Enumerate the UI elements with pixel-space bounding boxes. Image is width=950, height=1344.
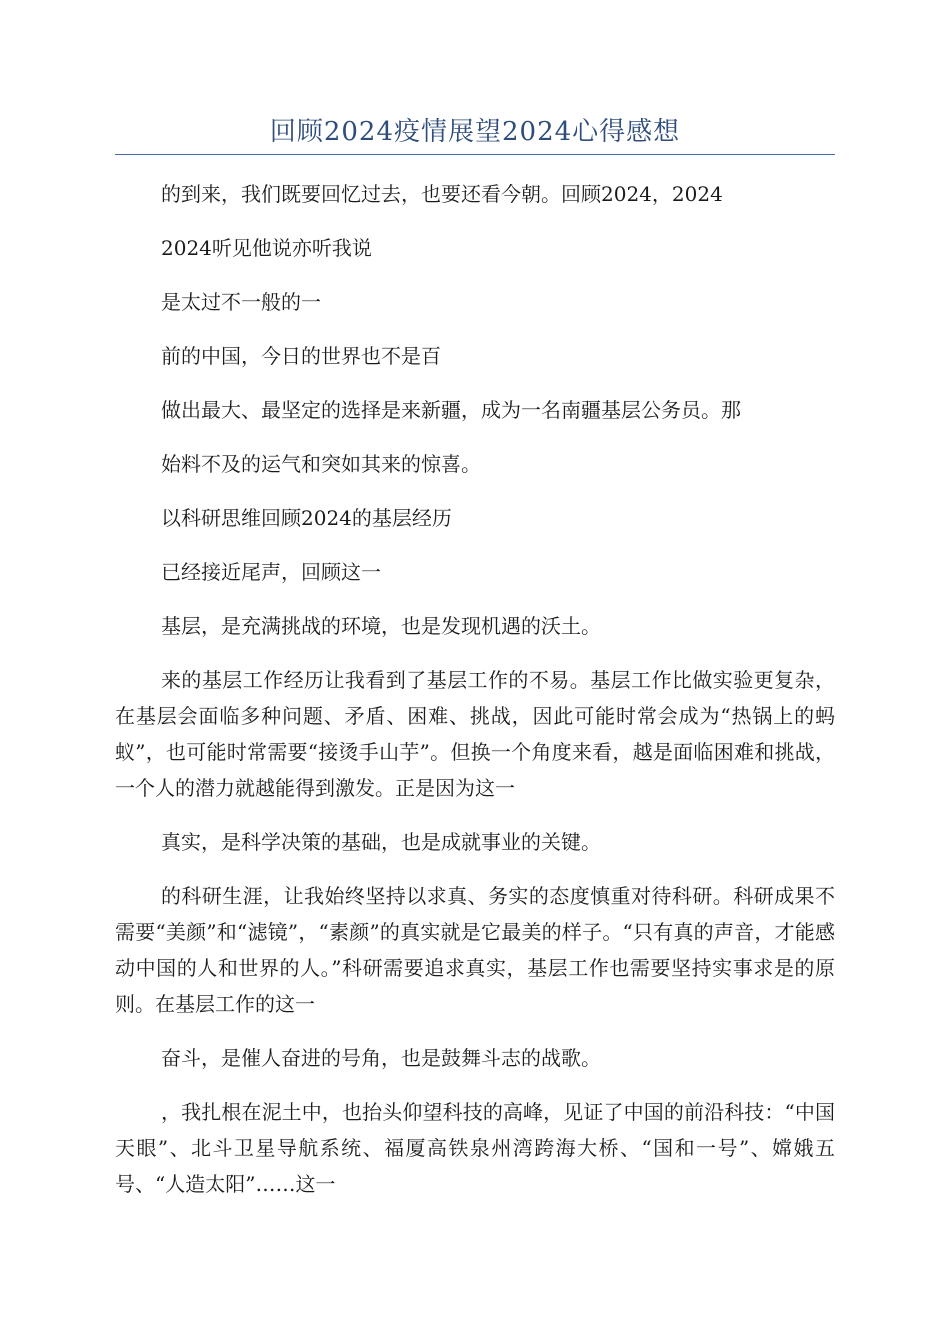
- title-underline: [115, 154, 835, 155]
- paragraph: 始料不及的运气和突如其来的惊喜。: [161, 452, 481, 476]
- paragraph: 前的中国，今日的世界也不是百: [161, 344, 441, 368]
- paragraph: 做出最大、最坚定的选择是来新疆，成为一名南疆基层公务员。那: [161, 398, 741, 422]
- paragraph: 已经接近尾声，回顾这一: [161, 560, 381, 584]
- paragraph: 真实，是科学决策的基础，也是成就事业的关键。: [161, 830, 601, 854]
- paragraph: 2024听见他说亦听我说: [161, 236, 372, 260]
- paragraph: 来的基层工作经历让我看到了基层工作的不易。基层工作比做实验更复杂，在基层会面临多种问题、矛盾、困难、挑战，因此可能时常会成为“热锅上的蚂蚁”，也可能时常需要“接烫手山芋”。但换一个角度来看，越是面临困难和挑战，一个人的潜力就越能得到激发。正是因为这一: [115, 668, 835, 800]
- paragraph: 奋斗，是催人奋进的号角，也是鼓舞斗志的战歌。: [161, 1046, 601, 1070]
- document-title: 回顾2024疫情展望2024心得感想: [269, 117, 681, 147]
- paragraph: 的到来，我们既要回忆过去，也要还看今朝。回顾2024，2024: [161, 182, 723, 206]
- document-body: [115, 176, 835, 1220]
- paragraph: 是太过不一般的一: [161, 290, 321, 314]
- paragraph: 以科研思维回顾2024的基层经历: [161, 506, 452, 530]
- paragraph: ，我扎根在泥土中，也抬头仰望科技的高峰，见证了中国的前沿科技：“中国天眼”、北斗卫星导航系统、福厦高铁泉州湾跨海大桥、“国和一号”、嫦娥五号、“人造太阳”……这一: [115, 1100, 835, 1196]
- paragraph: 的科研生涯，让我始终坚持以求真、务实的态度慎重对待科研。科研成果不需要“美颜”和“滤镜”，“素颜”的真实就是它最美的样子。“只有真的声音，才能感动中国的人和世界的人。”科研需要追求真实，基层工作也需要坚持实事求是的原则。在基层工作的这一: [115, 884, 835, 1016]
- paragraph: 基层，是充满挑战的环境，也是发现机遇的沃土。: [161, 614, 601, 638]
